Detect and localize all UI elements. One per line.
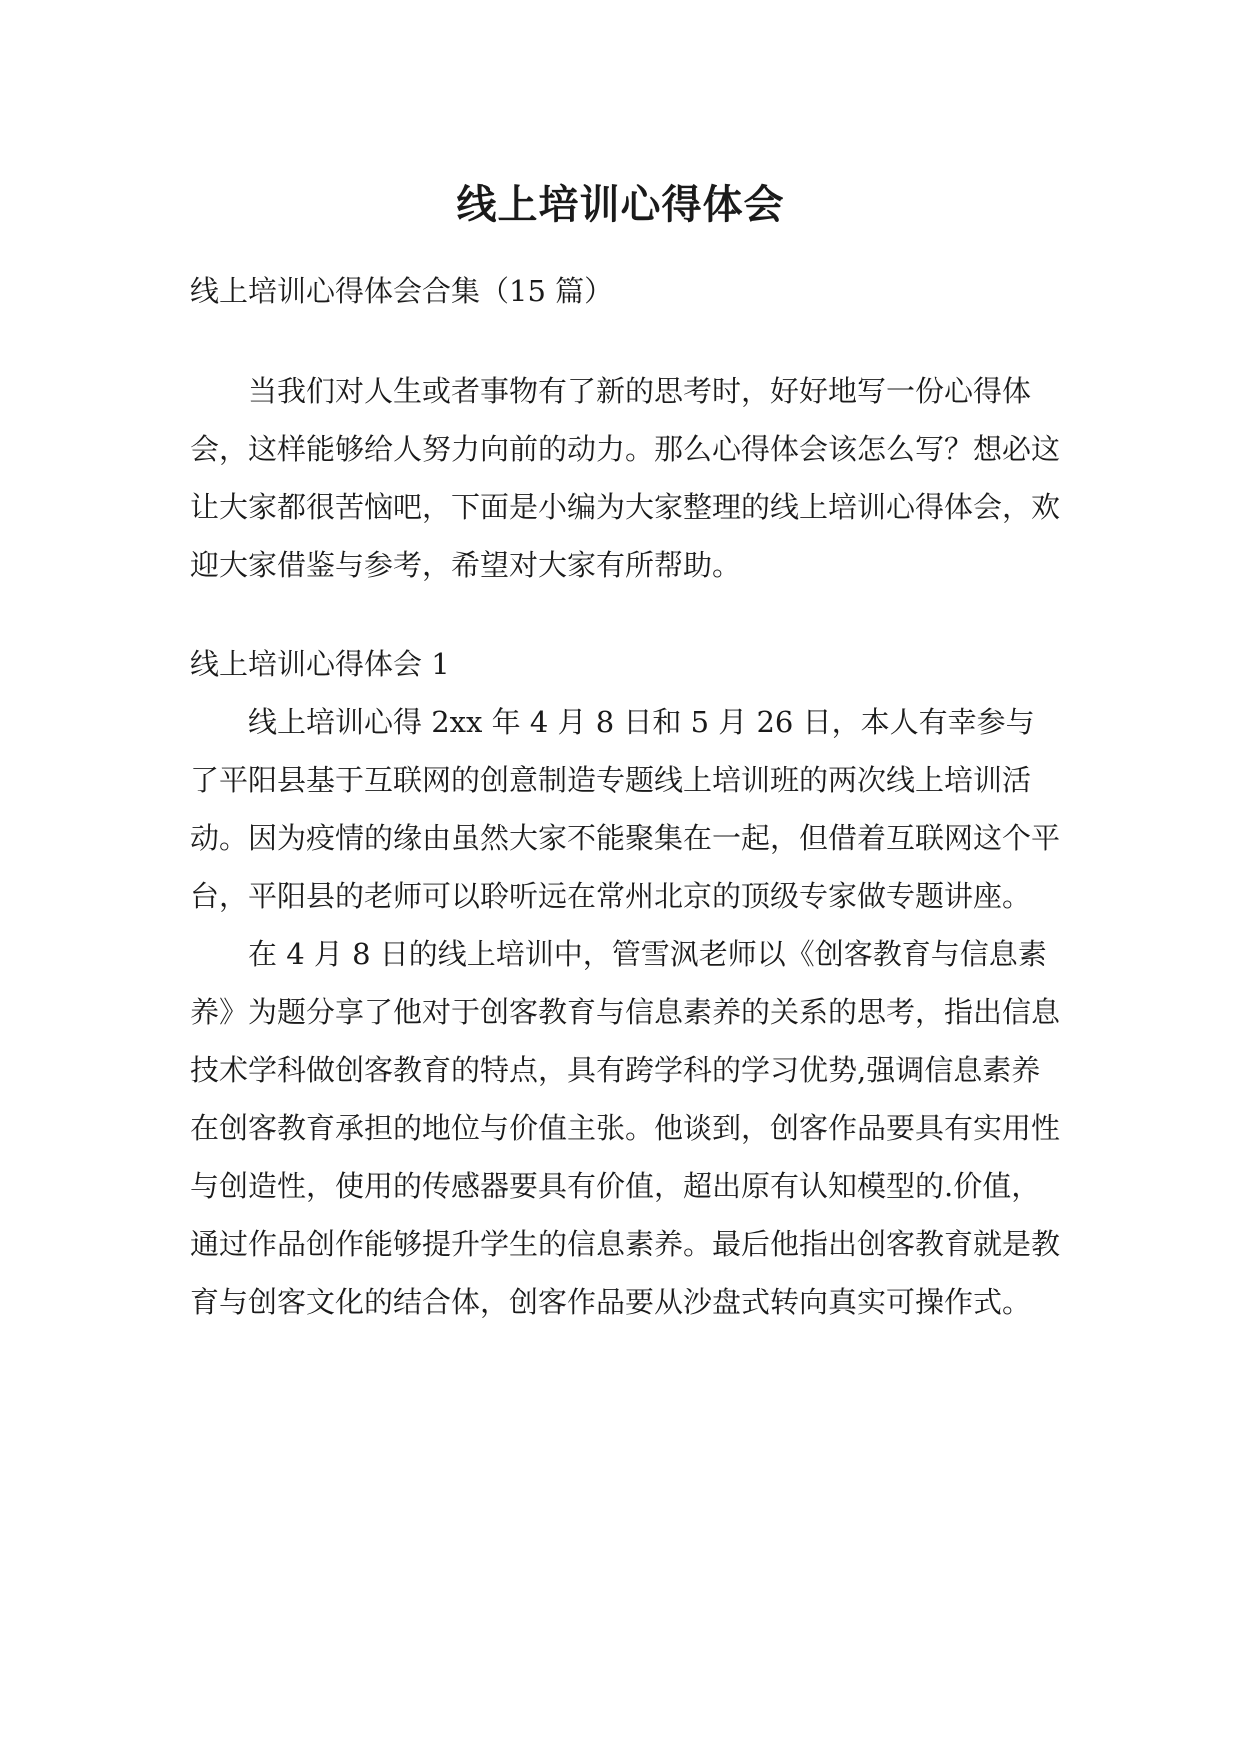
section-heading: 线上培训心得体会 1 bbox=[190, 647, 450, 681]
body-paragraph: 在 4 月 8 日的线上培训中，管雪沨老师以《创客教育与信息素养》为题分享了他对于创客教育与信息素养的关系的思考，指出信息技术学科做创客教育的特点，具有跨学科的学习优势,强调信息素养在创客教育承担的地位与价值主张。他谈到，创客作品要具有实用性与创造性，使用的传感器要具有价值，超出原有认知模型的.价值，通过作品创作能够提升学生的信息素养。最后他指出创客教育就是教育与创客文化的结合体，创客作品要从沙盘式转向真实可操作式。 bbox=[190, 937, 1061, 1319]
document-title: 线上培训心得体会 bbox=[456, 181, 785, 228]
intro-paragraph: 当我们对人生或者事物有了新的思考时，好好地写一份心得体会，这样能够给人努力向前的动力。那么心得体会该怎么写？想必这让大家都很苦恼吧，下面是小编为大家整理的线上培训心得体会，欢迎大家借鉴与参考，希望对大家有所帮助。 bbox=[190, 374, 1061, 582]
body-paragraph: 线上培训心得 2xx 年 4 月 8 日和 5 月 26 日，本人有幸参与了平阳县基于互联网的创意制造专题线上培训班的两次线上培训活动。因为疫情的缘由虽然大家不能聚集在一起，但借着互联网这个平台，平阳县的老师可以聆听远在常州北京的顶级专家做专题讲座。 bbox=[190, 705, 1061, 913]
document-body bbox=[190, 262, 1060, 1331]
collection-subtitle: 线上培训心得体会合集（15 篇） bbox=[190, 274, 614, 308]
